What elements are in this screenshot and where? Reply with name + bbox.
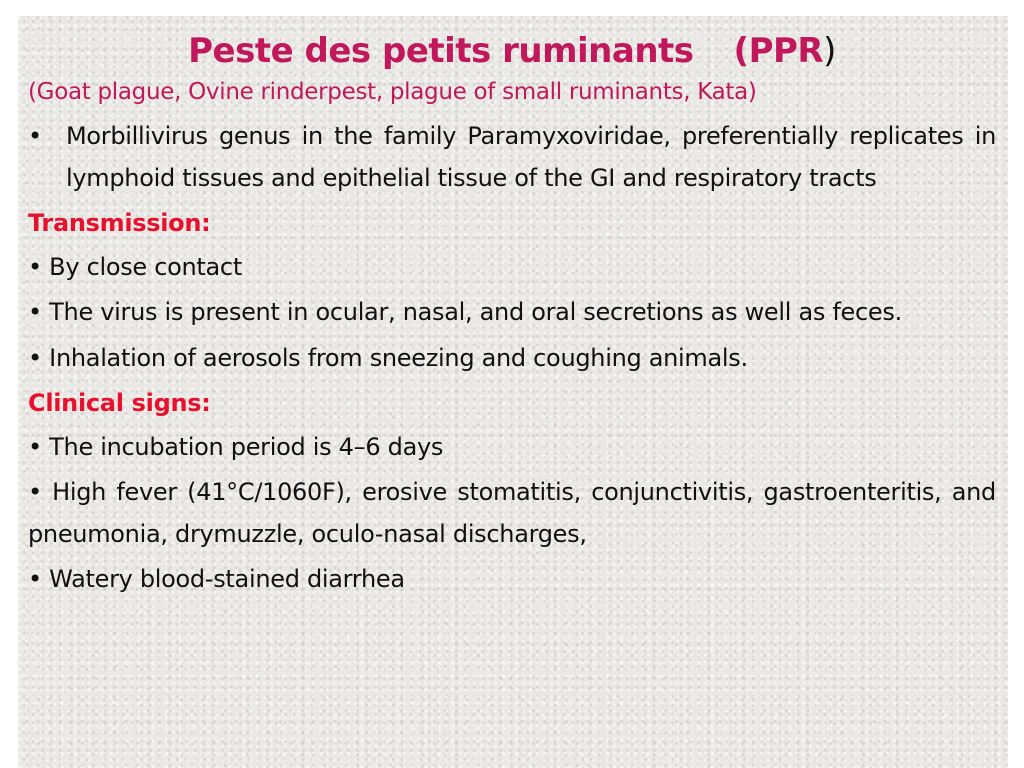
transmission-item-1: • By close contact [28,252,242,281]
transmission-item-3: • Inhalation of aerosols from sneezing and coughing animals. [28,343,748,372]
subtitle-synonyms: (Goat plague, Ovine rinderpest, plague of small ruminants, Kata) [28,79,757,105]
slide-content [28,16,996,601]
clinical-item-1: • The incubation period is 4–6 days [28,432,444,461]
intro-text: Morbillivirus genus in the family Paramyxoviridae, preferentially replicates in lymphoid tissues and epithelial tissue of the GI and respiratory tracts [66,122,996,192]
clinical-signs-heading: Clinical signs: [28,389,211,417]
page-title [28,28,996,74]
title-abbr: PPR [748,31,824,71]
title-abbr-close: ) [823,31,836,71]
title-abbr-open: ( [733,31,749,71]
clinical-item-3: • Watery blood-stained diarrhea [28,565,405,593]
slide [18,16,1008,768]
transmission-item-2: • The virus is present in ocular, nasal, and oral secretions as well as feces. [28,298,902,326]
transmission-heading: Transmission: [28,209,211,237]
clinical-item-2: • High fever (41°C/1060F), erosive stomatitis, conjunctivitis, gastroenteritis, and pneumonia, drymuzzle, oculo-nasal discharges, [28,478,996,548]
title-main: Peste des petits ruminants [188,31,694,71]
bullet-glyph: • [28,122,42,150]
intro-bullet-item [28,116,996,199]
